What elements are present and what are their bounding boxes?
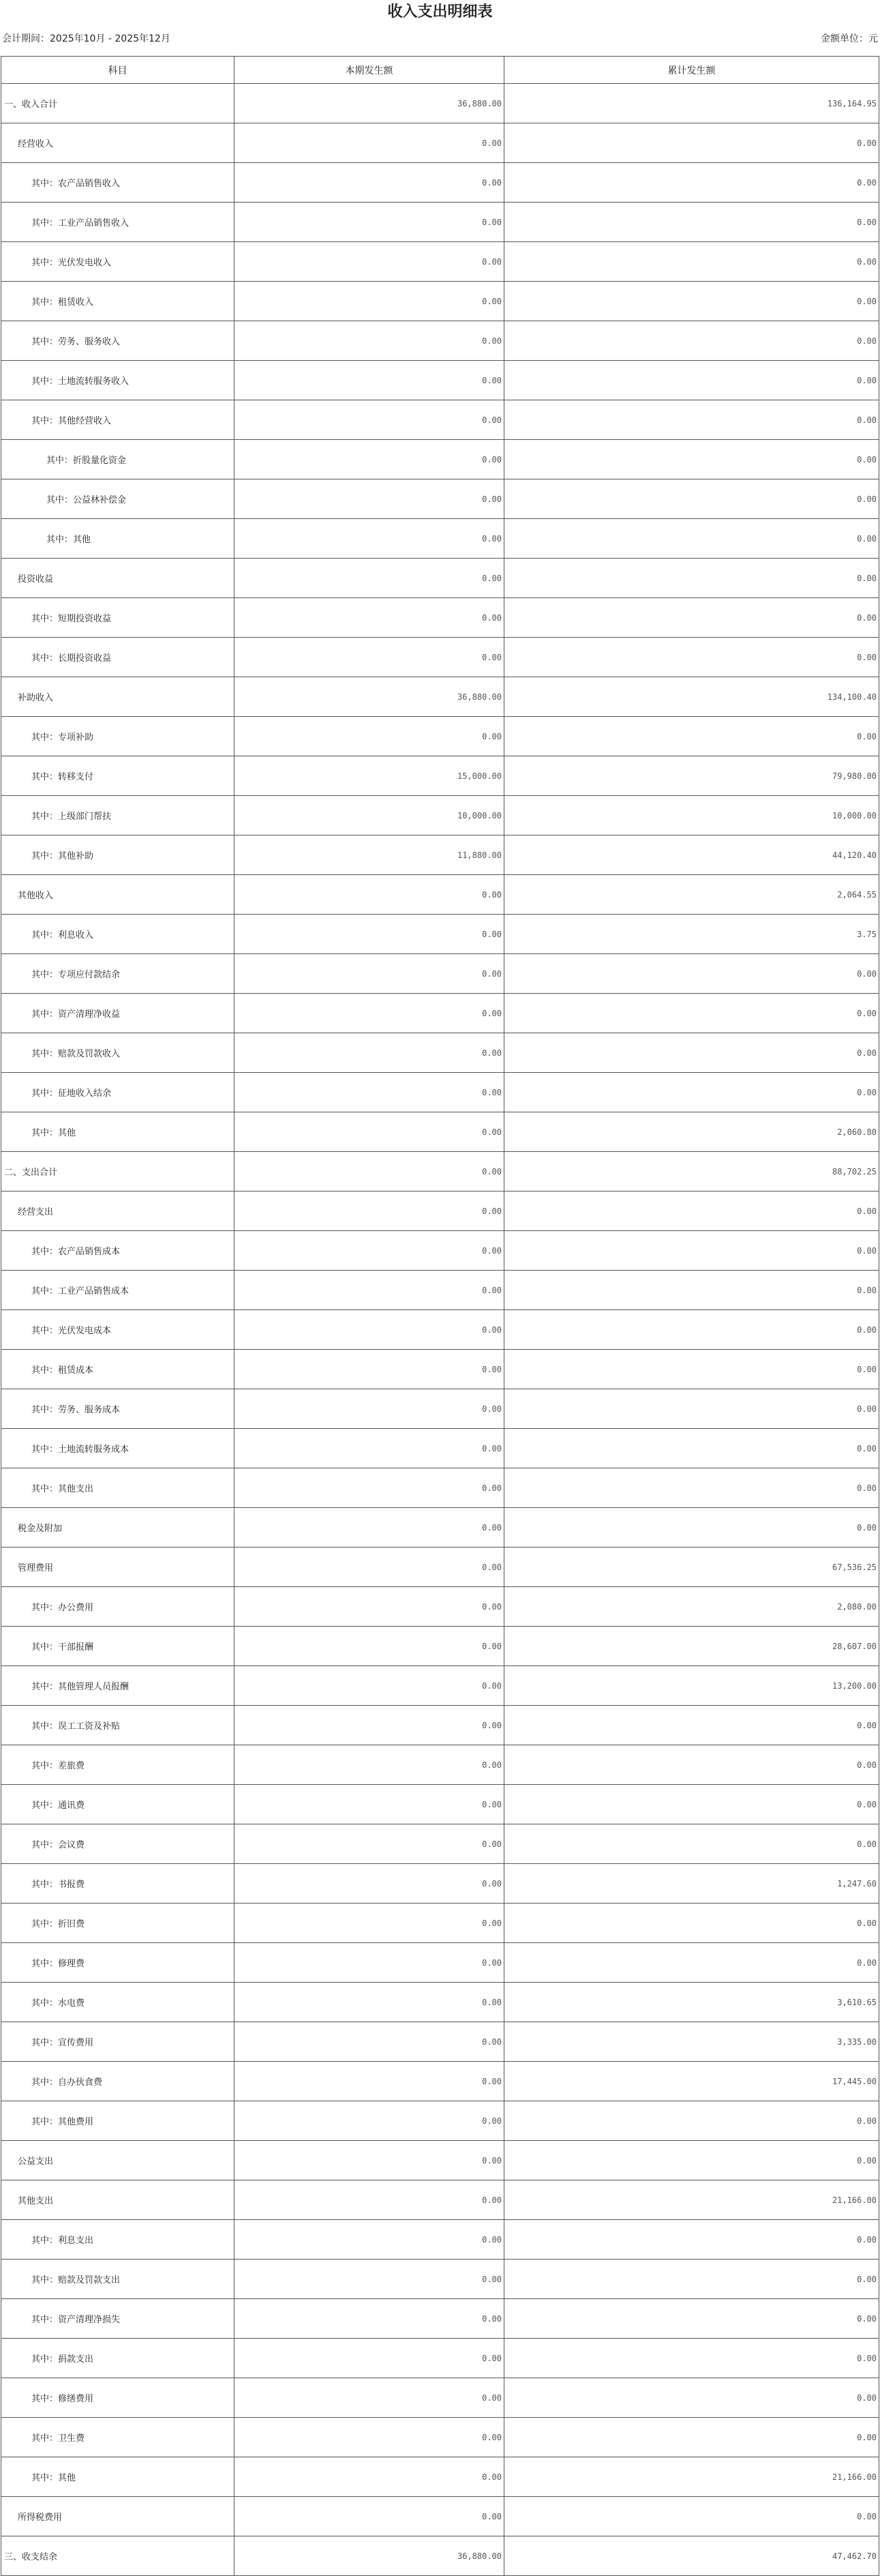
- table-row: [1, 2457, 879, 2497]
- account-name-cell: 其中：误工工资及补贴: [1, 1706, 234, 1745]
- table-row: [1, 1904, 879, 1943]
- cumulative-amount-cell: 0.00: [504, 1904, 879, 1943]
- table-header-row: [1, 57, 879, 84]
- account-name-cell: 其中：其他: [1, 2457, 234, 2497]
- cumulative-amount-cell: 21,166.00: [504, 2180, 879, 2220]
- current-amount-cell: 0.00: [234, 1073, 504, 1112]
- current-amount-cell: 0.00: [234, 2101, 504, 2141]
- table-row: [1, 163, 879, 203]
- current-amount-cell: 11,880.00: [234, 835, 504, 875]
- account-name-cell: 其中：利息收入: [1, 915, 234, 954]
- current-amount-cell: 0.00: [234, 440, 504, 479]
- cumulative-amount-cell: 2,080.00: [504, 1587, 879, 1627]
- table-row: [1, 1429, 879, 1468]
- current-amount-cell: 0.00: [234, 2299, 504, 2339]
- account-name-cell: 其中：光伏发电收入: [1, 242, 234, 282]
- account-name-cell: 其中：资产清理净损失: [1, 2299, 234, 2339]
- current-amount-cell: 0.00: [234, 2220, 504, 2260]
- current-amount-cell: 0.00: [234, 2378, 504, 2418]
- cumulative-amount-cell: 0.00: [504, 479, 879, 519]
- account-name-cell: 其中：专项应付款结余: [1, 954, 234, 994]
- cumulative-amount-cell: 0.00: [504, 1350, 879, 1389]
- table-row: [1, 2339, 879, 2378]
- cumulative-amount-cell: 44,120.40: [504, 835, 879, 875]
- current-amount-cell: 0.00: [234, 2141, 504, 2180]
- current-amount-cell: 0.00: [234, 2022, 504, 2062]
- cumulative-amount-cell: 0.00: [504, 361, 879, 400]
- cumulative-amount-cell: 13,200.00: [504, 1666, 879, 1706]
- table-row: [1, 1112, 879, 1152]
- current-amount-cell: 0.00: [234, 1745, 504, 1785]
- current-amount-cell: 0.00: [234, 479, 504, 519]
- account-name-cell: 其中：转移支付: [1, 756, 234, 796]
- account-name-cell: 其中：公益林补偿金: [1, 479, 234, 519]
- header-current-amount: 本期发生额: [234, 57, 504, 84]
- current-amount-cell: 0.00: [234, 1983, 504, 2022]
- current-amount-cell: 0.00: [234, 638, 504, 677]
- cumulative-amount-cell: 0.00: [504, 717, 879, 756]
- account-name-cell: 其中：书报费: [1, 1864, 234, 1904]
- account-name-cell: 其中：租赁成本: [1, 1350, 234, 1389]
- account-name-cell: 其中：其他管理人员报酬: [1, 1666, 234, 1706]
- current-amount-cell: 0.00: [234, 1310, 504, 1350]
- current-amount-cell: 0.00: [234, 2418, 504, 2457]
- account-name-cell: 其中：资产清理净收益: [1, 994, 234, 1033]
- table-row: [1, 282, 879, 321]
- table-row: [1, 915, 879, 954]
- account-name-cell: 其中：租赁收入: [1, 282, 234, 321]
- account-name-cell: 其中：折股量化资金: [1, 440, 234, 479]
- current-amount-cell: 0.00: [234, 321, 504, 361]
- currency-unit: 金额单位：元: [821, 33, 878, 44]
- account-name-cell: 其中：会议费: [1, 1824, 234, 1864]
- cumulative-amount-cell: 0.00: [504, 1389, 879, 1429]
- account-name-cell: 投资收益: [1, 559, 234, 598]
- cumulative-amount-cell: 0.00: [504, 1191, 879, 1231]
- account-name-cell: 其中：通讯费: [1, 1785, 234, 1824]
- current-amount-cell: 0.00: [234, 1271, 504, 1310]
- account-name-cell: 其中：征地收入结余: [1, 1073, 234, 1112]
- account-name-cell: 其中：其他支出: [1, 1468, 234, 1508]
- cumulative-amount-cell: 0.00: [504, 1073, 879, 1112]
- table-row: [1, 1191, 879, 1231]
- cumulative-amount-cell: 0.00: [504, 242, 879, 282]
- account-name-cell: 经营收入: [1, 123, 234, 163]
- table-row: [1, 2299, 879, 2339]
- current-amount-cell: 36,880.00: [234, 2536, 504, 2576]
- current-amount-cell: 0.00: [234, 2260, 504, 2299]
- account-name-cell: 税金及附加: [1, 1508, 234, 1548]
- account-name-cell: 其中：其他费用: [1, 2101, 234, 2141]
- table-row: [1, 203, 879, 242]
- account-name-cell: 其中：劳务、服务成本: [1, 1389, 234, 1429]
- table-row: [1, 2497, 879, 2536]
- account-name-cell: 其中：专项补助: [1, 717, 234, 756]
- current-amount-cell: 0.00: [234, 2062, 504, 2101]
- table-row: [1, 598, 879, 638]
- current-amount-cell: 0.00: [234, 598, 504, 638]
- current-amount-cell: 0.00: [234, 915, 504, 954]
- account-name-cell: 其中：长期投资收益: [1, 638, 234, 677]
- account-name-cell: 其中：上级部门帮扶: [1, 796, 234, 835]
- table-row: [1, 123, 879, 163]
- header-account: 科目: [1, 57, 234, 84]
- current-amount-cell: 0.00: [234, 1904, 504, 1943]
- cumulative-amount-cell: 0.00: [504, 282, 879, 321]
- account-name-cell: 其中：其他: [1, 1112, 234, 1152]
- table-row: [1, 2022, 879, 2062]
- income-expense-table: [1, 56, 879, 2576]
- table-row: [1, 321, 879, 361]
- account-name-cell: 其他支出: [1, 2180, 234, 2220]
- account-name-cell: 所得税费用: [1, 2497, 234, 2536]
- current-amount-cell: 0.00: [234, 717, 504, 756]
- current-amount-cell: 0.00: [234, 1864, 504, 1904]
- table-row: [1, 875, 879, 915]
- table-row: [1, 1231, 879, 1271]
- current-amount-cell: 0.00: [234, 361, 504, 400]
- table-row: [1, 1824, 879, 1864]
- table-row: [1, 1073, 879, 1112]
- account-name-cell: 其中：其他: [1, 519, 234, 559]
- cumulative-amount-cell: 0.00: [504, 2260, 879, 2299]
- current-amount-cell: 0.00: [234, 1508, 504, 1548]
- table-row: [1, 84, 879, 123]
- current-amount-cell: 0.00: [234, 1468, 504, 1508]
- account-name-cell: 其中：卫生费: [1, 2418, 234, 2457]
- account-name-cell: 其中：办公费用: [1, 1587, 234, 1627]
- current-amount-cell: 0.00: [234, 1231, 504, 1271]
- account-name-cell: 其中：干部报酬: [1, 1627, 234, 1666]
- cumulative-amount-cell: 28,607.00: [504, 1627, 879, 1666]
- account-name-cell: 其中：差旅费: [1, 1745, 234, 1785]
- table-row: [1, 638, 879, 677]
- current-amount-cell: 0.00: [234, 2180, 504, 2220]
- cumulative-amount-cell: 0.00: [504, 1508, 879, 1548]
- table-row: [1, 2101, 879, 2141]
- cumulative-amount-cell: 2,060.80: [504, 1112, 879, 1152]
- current-amount-cell: 0.00: [234, 1785, 504, 1824]
- cumulative-amount-cell: 0.00: [504, 123, 879, 163]
- header-cumulative-amount: 累计发生额: [504, 57, 879, 84]
- cumulative-amount-cell: 0.00: [504, 954, 879, 994]
- table-row: [1, 1745, 879, 1785]
- cumulative-amount-cell: 0.00: [504, 638, 879, 677]
- table-row: [1, 1271, 879, 1310]
- account-name-cell: 公益支出: [1, 2141, 234, 2180]
- cumulative-amount-cell: 21,166.00: [504, 2457, 879, 2497]
- cumulative-amount-cell: 0.00: [504, 1271, 879, 1310]
- current-amount-cell: 0.00: [234, 2339, 504, 2378]
- current-amount-cell: 0.00: [234, 1429, 504, 1468]
- cumulative-amount-cell: 0.00: [504, 2497, 879, 2536]
- account-name-cell: 其他收入: [1, 875, 234, 915]
- table-row: [1, 1548, 879, 1587]
- cumulative-amount-cell: 0.00: [504, 1033, 879, 1073]
- report-title: 收入支出明细表: [387, 3, 493, 20]
- table-row: [1, 1706, 879, 1745]
- account-name-cell: 其中：修缮费用: [1, 2378, 234, 2418]
- account-name-cell: 其中：自办伙食费: [1, 2062, 234, 2101]
- table-row: [1, 2220, 879, 2260]
- account-name-cell: 其中：其他经营收入: [1, 400, 234, 440]
- current-amount-cell: 0.00: [234, 1548, 504, 1587]
- account-name-cell: 管理费用: [1, 1548, 234, 1587]
- cumulative-amount-cell: 0.00: [504, 2141, 879, 2180]
- current-amount-cell: 0.00: [234, 1824, 504, 1864]
- table-row: [1, 1943, 879, 1983]
- current-amount-cell: 0.00: [234, 1666, 504, 1706]
- table-row: [1, 519, 879, 559]
- cumulative-amount-cell: 0.00: [504, 2220, 879, 2260]
- cumulative-amount-cell: 2,064.55: [504, 875, 879, 915]
- cumulative-amount-cell: 17,445.00: [504, 2062, 879, 2101]
- account-name-cell: 其中：宣传费用: [1, 2022, 234, 2062]
- cumulative-amount-cell: 0.00: [504, 559, 879, 598]
- cumulative-amount-cell: 0.00: [504, 2101, 879, 2141]
- account-name-cell: 其中：利息支出: [1, 2220, 234, 2260]
- account-name-cell: 其中：其他补助: [1, 835, 234, 875]
- table-row: [1, 835, 879, 875]
- table-row: [1, 796, 879, 835]
- cumulative-amount-cell: 0.00: [504, 2378, 879, 2418]
- current-amount-cell: 0.00: [234, 1389, 504, 1429]
- current-amount-cell: 0.00: [234, 123, 504, 163]
- current-amount-cell: 0.00: [234, 1033, 504, 1073]
- table-row: [1, 1587, 879, 1627]
- account-name-cell: 补助收入: [1, 677, 234, 717]
- cumulative-amount-cell: 134,100.40: [504, 677, 879, 717]
- cumulative-amount-cell: 0.00: [504, 1706, 879, 1745]
- account-name-cell: 其中：修理费: [1, 1943, 234, 1983]
- current-amount-cell: 0.00: [234, 1943, 504, 1983]
- current-amount-cell: 0.00: [234, 203, 504, 242]
- account-name-cell: 其中：水电费: [1, 1983, 234, 2022]
- table-row: [1, 677, 879, 717]
- table-row: [1, 1785, 879, 1824]
- table-row: [1, 1350, 879, 1389]
- current-amount-cell: 0.00: [234, 1350, 504, 1389]
- current-amount-cell: 0.00: [234, 559, 504, 598]
- cumulative-amount-cell: 0.00: [504, 2299, 879, 2339]
- account-name-cell: 其中：赔款及罚款收入: [1, 1033, 234, 1073]
- cumulative-amount-cell: 0.00: [504, 1824, 879, 1864]
- cumulative-amount-cell: 3.75: [504, 915, 879, 954]
- current-amount-cell: 0.00: [234, 1627, 504, 1666]
- cumulative-amount-cell: 0.00: [504, 994, 879, 1033]
- table-row: [1, 1508, 879, 1548]
- table-row: [1, 2378, 879, 2418]
- cumulative-amount-cell: 0.00: [504, 598, 879, 638]
- cumulative-amount-cell: 0.00: [504, 519, 879, 559]
- table-row: [1, 479, 879, 519]
- table-body: [1, 84, 879, 2576]
- current-amount-cell: 0.00: [234, 994, 504, 1033]
- cumulative-amount-cell: 0.00: [504, 1429, 879, 1468]
- table-row: [1, 1864, 879, 1904]
- cumulative-amount-cell: 0.00: [504, 1943, 879, 1983]
- account-name-cell: 其中：折旧费: [1, 1904, 234, 1943]
- cumulative-amount-cell: 0.00: [504, 1785, 879, 1824]
- account-name-cell: 其中：农产品销售成本: [1, 1231, 234, 1271]
- current-amount-cell: 36,880.00: [234, 84, 504, 123]
- current-amount-cell: 0.00: [234, 242, 504, 282]
- table-row: [1, 1468, 879, 1508]
- cumulative-amount-cell: 0.00: [504, 1745, 879, 1785]
- table-row: [1, 1666, 879, 1706]
- table-row: [1, 242, 879, 282]
- cumulative-amount-cell: 0.00: [504, 440, 879, 479]
- cumulative-amount-cell: 0.00: [504, 1468, 879, 1508]
- table-row: [1, 2062, 879, 2101]
- current-amount-cell: 15,000.00: [234, 756, 504, 796]
- current-amount-cell: 10,000.00: [234, 796, 504, 835]
- cumulative-amount-cell: 10,000.00: [504, 796, 879, 835]
- account-name-cell: 一、收入合计: [1, 84, 234, 123]
- current-amount-cell: 0.00: [234, 875, 504, 915]
- account-name-cell: 其中：土地流转服务收入: [1, 361, 234, 400]
- current-amount-cell: 0.00: [234, 2497, 504, 2536]
- account-name-cell: 其中：短期投资收益: [1, 598, 234, 638]
- current-amount-cell: 0.00: [234, 400, 504, 440]
- cumulative-amount-cell: 1,247.60: [504, 1864, 879, 1904]
- current-amount-cell: 0.00: [234, 954, 504, 994]
- account-name-cell: 其中：光伏发电成本: [1, 1310, 234, 1350]
- table-row: [1, 2418, 879, 2457]
- cumulative-amount-cell: 0.00: [504, 321, 879, 361]
- cumulative-amount-cell: 136,164.95: [504, 84, 879, 123]
- cumulative-amount-cell: 3,335.00: [504, 2022, 879, 2062]
- table-row: [1, 559, 879, 598]
- current-amount-cell: 0.00: [234, 1112, 504, 1152]
- cumulative-amount-cell: 0.00: [504, 1231, 879, 1271]
- account-name-cell: 二、支出合计: [1, 1152, 234, 1191]
- table-row: [1, 361, 879, 400]
- account-name-cell: 其中：捐款支出: [1, 2339, 234, 2378]
- account-name-cell: 其中：劳务、服务收入: [1, 321, 234, 361]
- current-amount-cell: 0.00: [234, 519, 504, 559]
- current-amount-cell: 0.00: [234, 163, 504, 203]
- cumulative-amount-cell: 0.00: [504, 1310, 879, 1350]
- account-name-cell: 其中：赔款及罚款支出: [1, 2260, 234, 2299]
- account-name-cell: 三、收支结余: [1, 2536, 234, 2576]
- table-row: [1, 1389, 879, 1429]
- account-name-cell: 其中：土地流转服务成本: [1, 1429, 234, 1468]
- cumulative-amount-cell: 0.00: [504, 2339, 879, 2378]
- table-row: [1, 954, 879, 994]
- table-row: [1, 1627, 879, 1666]
- cumulative-amount-cell: 3,610.65: [504, 1983, 879, 2022]
- cumulative-amount-cell: 0.00: [504, 203, 879, 242]
- cumulative-amount-cell: 88,702.25: [504, 1152, 879, 1191]
- table-row: [1, 756, 879, 796]
- table-row: [1, 440, 879, 479]
- table-row: [1, 2141, 879, 2180]
- account-name-cell: 其中：工业产品销售收入: [1, 203, 234, 242]
- cumulative-amount-cell: 0.00: [504, 400, 879, 440]
- table-row: [1, 1310, 879, 1350]
- current-amount-cell: 0.00: [234, 282, 504, 321]
- cumulative-amount-cell: 47,462.70: [504, 2536, 879, 2576]
- current-amount-cell: 0.00: [234, 1152, 504, 1191]
- table-row: [1, 1152, 879, 1191]
- table-row: [1, 2536, 879, 2576]
- current-amount-cell: 36,880.00: [234, 677, 504, 717]
- current-amount-cell: 0.00: [234, 1191, 504, 1231]
- current-amount-cell: 0.00: [234, 2457, 504, 2497]
- account-name-cell: 其中：工业产品销售成本: [1, 1271, 234, 1310]
- cumulative-amount-cell: 0.00: [504, 163, 879, 203]
- cumulative-amount-cell: 0.00: [504, 2418, 879, 2457]
- table-row: [1, 717, 879, 756]
- table-row: [1, 1033, 879, 1073]
- table-row: [1, 2260, 879, 2299]
- table-row: [1, 1983, 879, 2022]
- table-row: [1, 994, 879, 1033]
- table-row: [1, 2180, 879, 2220]
- cumulative-amount-cell: 79,980.00: [504, 756, 879, 796]
- current-amount-cell: 0.00: [234, 1706, 504, 1745]
- account-name-cell: 经营支出: [1, 1191, 234, 1231]
- cumulative-amount-cell: 67,536.25: [504, 1548, 879, 1587]
- account-name-cell: 其中：农产品销售收入: [1, 163, 234, 203]
- current-amount-cell: 0.00: [234, 1587, 504, 1627]
- accounting-period: 会计期间：2025年10月 - 2025年12月: [2, 33, 170, 44]
- table-row: [1, 400, 879, 440]
